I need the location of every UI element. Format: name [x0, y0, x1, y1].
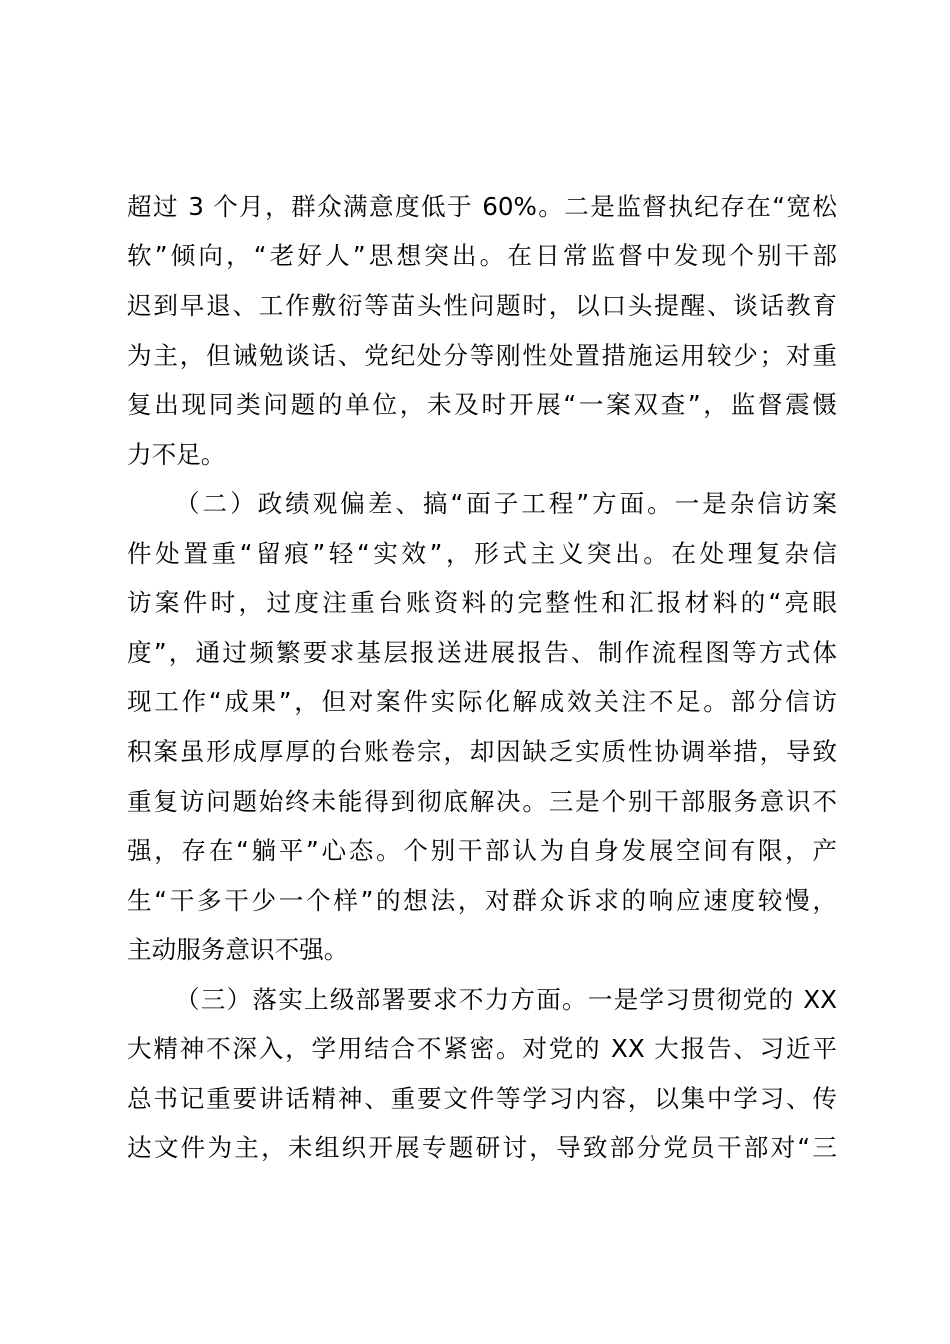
section-heading-line: （二）政绩观偏差、搞“面子工程”方面。一是杂信访案 — [175, 489, 837, 518]
text-line: 现工作“成果”，但对案件实际化解成效关注不足。部分信访 — [127, 687, 837, 716]
text-line: 重复访问题始终未能得到彻底解决。三是个别干部服务意识不 — [127, 787, 837, 816]
text-line: 力不足。 — [127, 440, 226, 469]
text-line: 复出现同类问题的单位，未及时开展“一案双查”，监督震慑 — [127, 390, 837, 419]
text-line: 主动服务意识不强。 — [127, 935, 349, 964]
text-line: 迟到早退、工作敷衍等苗头性问题时，以口头提醒、谈话教育 — [127, 291, 837, 320]
section-heading-line: （三）落实上级部署要求不力方面。一是学习贯彻党的 XX — [175, 985, 837, 1014]
text-line: 大精神不深入，学用结合不紧密。对党的 XX 大报告、习近平 — [127, 1034, 837, 1063]
text-line: 件处置重“留痕”轻“实效”，形式主义突出。在处理复杂信 — [127, 539, 837, 568]
text-line: 超过 3 个月，群众满意度低于 60%。二是监督执纪存在“宽松 — [127, 192, 837, 221]
text-line: 总书记重要讲话精神、重要文件等学习内容，以集中学习、传 — [127, 1084, 837, 1113]
text-line: 达文件为主，未组织开展专题研讨，导致部分党员干部对“三 — [127, 1133, 837, 1162]
text-line: 度”，通过频繁要求基层报送进展报告、制作流程图等方式体 — [127, 638, 837, 667]
text-line: 访案件时，过度注重台账资料的完整性和汇报材料的“亮眼 — [127, 588, 837, 617]
text-line: 生“干多干少一个样”的想法，对群众诉求的响应速度较慢， — [127, 886, 837, 915]
text-line: 软”倾向，“老好人”思想突出。在日常监督中发现个别干部 — [127, 241, 837, 270]
text-line: 强，存在“躺平”心态。个别干部认为自身发展空间有限，产 — [127, 836, 837, 865]
text-line: 积案虽形成厚厚的台账卷宗，却因缺乏实质性协调举措，导致 — [127, 737, 837, 766]
text-line: 为主，但诫勉谈话、党纪处分等刚性处置措施运用较少；对重 — [127, 341, 837, 370]
